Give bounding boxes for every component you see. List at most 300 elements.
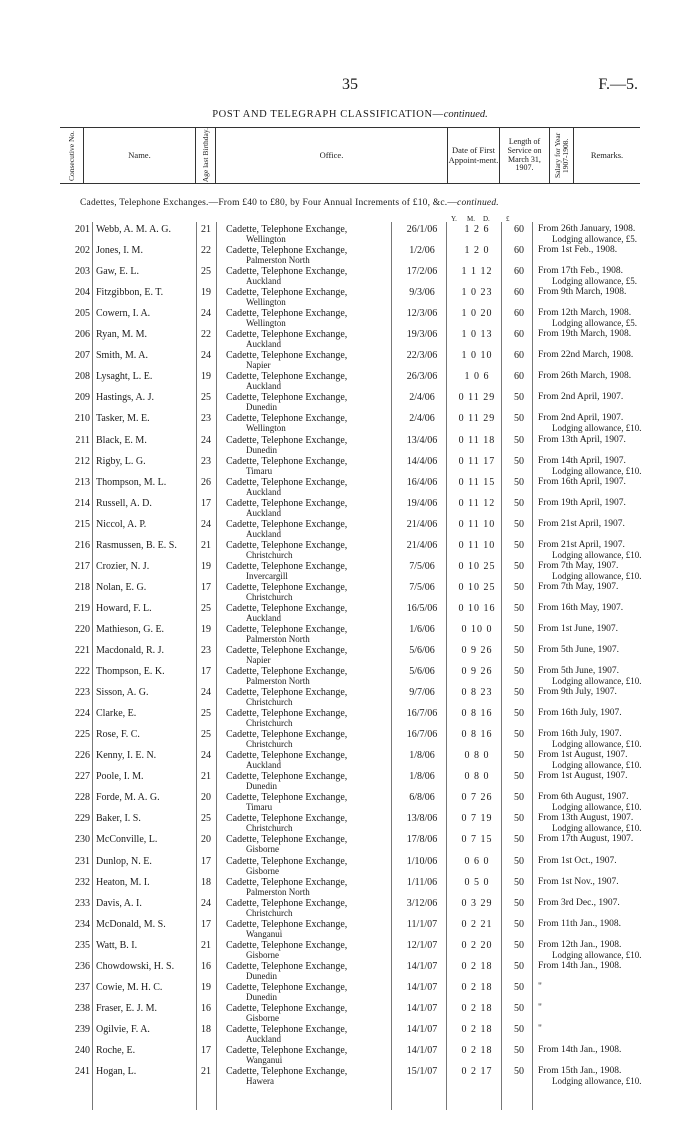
cell-sal: 50 [514,687,524,699]
cell-rem: From 1st Feb., 1908. [538,245,618,256]
cell-date: 9/3/06 [409,287,435,299]
cell-date: 1/10/06 [406,855,438,867]
cell-loc: Palmerston North [246,255,310,266]
table-row [60,517,660,538]
cell-sal: 50 [514,413,524,425]
table-row [60,643,660,664]
table-row [60,454,660,475]
cell-age: 17 [201,918,211,930]
cell-name: Poole, I. M. [96,771,144,783]
cell-office: Cadette, Telephone Exchange, [226,771,348,783]
cell-loc: Wellington [246,234,286,244]
cell-len: 0 11 29 [458,413,496,425]
cell-no: 209 [75,392,90,404]
cell-name: Nolan, E. G. [96,581,147,593]
cell-date: 5/6/06 [409,645,435,656]
cell-len: 0 8 16 [461,708,493,720]
cell-age: 16 [201,1002,211,1014]
cell-sal: 50 [514,623,524,635]
cell-age: 24 [201,308,211,320]
cell-sal: 60 [514,350,524,362]
continued-word: continued. [443,109,488,120]
cell-date: 14/1/07 [406,1002,438,1014]
cell-no: 223 [75,687,90,699]
cell-age: 25 [201,266,211,278]
cell-age: 26 [201,476,211,488]
cell-rem: From 7th May, 1907. [538,560,619,571]
cell-office: Cadette, Telephone Exchange, [226,960,348,972]
cell-office: Cadette, Telephone Exchange, [226,981,348,993]
cell-age: 24 [201,687,211,699]
cell-no: 221 [75,645,90,656]
cell-len: 0 3 29 [461,897,493,909]
table-row [60,496,660,517]
cell-office: Cadette, Telephone Exchange, [226,834,348,846]
table-row [60,959,660,980]
cell-loc: Invercargill [246,570,288,581]
cell-no: 202 [75,245,90,257]
cell-sal: 50 [514,1023,524,1035]
cell-loc: Dunedin [246,444,277,455]
table-row [60,348,660,369]
cell-sal: 50 [514,518,524,530]
cell-no: 237 [75,981,90,993]
cell-sal: 50 [514,750,524,762]
cell-loc: Napier [246,655,271,665]
cell-sal: 50 [514,392,524,404]
cell-name: Russell, A. D. [96,497,152,509]
cell-office: Cadette, Telephone Exchange, [226,371,348,383]
cell-office: Cadette, Telephone Exchange, [226,518,348,530]
cell-rem: From 1st August, 1907. [538,750,628,761]
cell-date: 3/12/06 [406,897,438,909]
cell-len: 0 5 0 [464,876,490,888]
continued-title-text: POST AND TELEGRAPH CLASSIFICATION— [212,109,444,120]
table-row [60,411,660,432]
cell-office: Cadette, Telephone Exchange, [226,581,348,593]
continued-title [0,109,700,120]
cell-rem: " [538,1023,542,1034]
header-name: Name. [84,128,196,183]
cell-date: 14/1/07 [406,960,438,972]
table-row [60,369,660,390]
cell-len: 0 8 16 [461,729,493,741]
cell-date: 19/3/06 [406,329,438,341]
cell-name: Smith, M. A. [96,350,148,362]
cell-sal: 50 [514,1002,524,1014]
cell-age: 17 [201,855,211,867]
table-row [60,811,660,832]
cell-name: Rasmussen, B. E. S. [96,539,177,551]
cell-no: 214 [75,497,90,509]
cell-len: 0 11 29 [458,392,496,404]
cell-name: Rose, F. C. [96,729,140,741]
cell-date: 13/4/06 [406,434,438,446]
cell-rem: From 16th July, 1907. [538,708,622,719]
cell-date: 7/5/06 [409,581,435,593]
cell-name: Niccol, A. P. [96,518,147,530]
cell-office: Cadette, Telephone Exchange, [226,918,348,930]
cell-loc: Palmerston North [246,633,310,644]
cell-rem: From 1st June, 1907. [538,623,618,634]
cell-no: 217 [75,560,90,572]
table-row [60,769,660,790]
cell-len: 0 11 12 [458,497,496,509]
cell-loc: Christchurch [246,907,293,918]
cell-date: 12/1/07 [406,939,438,951]
cell-loc: Dunedin [246,970,277,981]
cell-office: Cadette, Telephone Exchange, [226,750,348,762]
cell-date: 16/7/06 [406,729,438,741]
header-office: Office. [216,128,448,183]
header-date: Date of First Appoint-ment. [448,128,500,183]
cell-no: 206 [75,329,90,341]
cell-rem: From 19th March, 1908. [538,329,632,340]
cell-len: 0 7 15 [461,834,493,846]
cell-date: 14/1/07 [406,1044,438,1056]
page-number: 35 [342,76,358,93]
cell-age: 25 [201,813,211,825]
cell-date: 1/8/06 [409,771,435,783]
cell-age: 25 [201,708,211,720]
cell-office: Cadette, Telephone Exchange, [226,392,348,404]
cell-age: 19 [201,287,211,299]
cell-sal: 50 [514,666,524,678]
cell-name: Davis, A. I. [96,897,142,909]
cell-no: 205 [75,308,90,320]
cell-loc: Auckland [246,339,281,350]
table-row [60,433,660,454]
cell-office: Cadette, Telephone Exchange, [226,1066,348,1077]
cell-len: 1 2 6 [464,224,490,235]
cell-rem: From 16th April, 1907. [538,476,626,487]
cell-rem2: Lodging allowance, £10. [552,760,642,771]
cell-rem2: Lodging allowance, £10. [552,549,642,560]
table-row [60,685,660,706]
table-row [60,875,660,896]
cell-sal: 50 [514,1066,524,1077]
cell-len: 0 10 25 [458,560,496,572]
cell-sal: 50 [514,855,524,867]
section-title-text: Cadettes, Telephone Exchanges.—From £40 to £80, by Four Annual Increments of £10, &c.— [80,198,458,208]
cell-no: 201 [75,224,90,235]
table-row [60,854,660,875]
cell-no: 239 [75,1023,90,1035]
cell-sal: 50 [514,434,524,446]
table-row [60,748,660,769]
unit-days: D. [483,215,490,223]
cell-rem2: Lodging allowance, £5. [552,234,637,244]
cell-no: 233 [75,897,90,909]
cell-loc: Auckland [246,528,281,539]
cell-sal: 50 [514,897,524,909]
cell-name: Hogan, L. [96,1066,137,1077]
cell-loc: Auckland [246,276,281,287]
cell-name: Rigby, L. G. [96,455,146,467]
cell-date: 1/11/06 [406,876,438,888]
cell-age: 20 [201,792,211,804]
cell-office: Cadette, Telephone Exchange, [226,729,348,741]
unit-pound: £ [506,215,510,223]
cell-sal: 50 [514,771,524,783]
cell-sal: 50 [514,602,524,614]
table-row [60,896,660,917]
cell-no: 213 [75,476,90,488]
cell-sal: 60 [514,266,524,278]
cell-no: 225 [75,729,90,741]
cell-len: 0 8 0 [464,771,490,783]
cell-no: 226 [75,750,90,762]
cell-no: 219 [75,602,90,614]
cell-date: 13/8/06 [406,813,438,825]
cell-rem: From 21st April, 1907. [538,539,625,550]
cell-office: Cadette, Telephone Exchange, [226,876,348,888]
cell-rem: From 26th March, 1908. [538,371,632,382]
cell-name: Ryan, M. M. [96,329,147,341]
cell-date: 16/5/06 [406,602,438,614]
cell-no: 231 [75,855,90,867]
cell-date: 2/4/06 [409,413,435,425]
cell-name: Crozier, N. J. [96,560,150,572]
table-row [60,664,660,685]
cell-loc: Christchurch [246,549,293,560]
cell-age: 25 [201,729,211,741]
cell-office: Cadette, Telephone Exchange, [226,497,348,509]
cell-loc: Timaru [246,465,273,476]
cell-date: 7/5/06 [409,560,435,572]
table-row [60,1064,660,1085]
cell-rem: From 17th Feb., 1908. [538,266,623,277]
cell-len: 1 0 20 [461,308,493,320]
table-row [60,980,660,1001]
cell-date: 1/8/06 [409,750,435,762]
cell-date: 21/4/06 [406,539,438,551]
cell-no: 207 [75,350,90,362]
cell-office: Cadette, Telephone Exchange, [226,792,348,804]
cell-rem: From 6th August, 1907. [538,792,629,803]
table-row [60,222,660,243]
cell-age: 19 [201,371,211,383]
cell-len: 0 11 18 [458,434,496,446]
cell-no: 241 [75,1066,90,1077]
cell-date: 11/1/07 [406,918,438,930]
cell-office: Cadette, Telephone Exchange, [226,1044,348,1056]
cell-date: 15/1/07 [406,1066,438,1077]
cell-sal: 50 [514,476,524,488]
cell-sal: 50 [514,792,524,804]
cell-age: 19 [201,981,211,993]
cell-office: Cadette, Telephone Exchange, [226,623,348,635]
header-length: Length of Service on March 31, 1907. [500,128,550,183]
cell-office: Cadette, Telephone Exchange, [226,708,348,720]
cell-age: 16 [201,960,211,972]
header-salary: Salary for Year 1907-1908. [550,128,574,183]
cell-name: Hastings, A. J. [96,392,155,404]
cell-no: 234 [75,918,90,930]
cell-office: Cadette, Telephone Exchange, [226,287,348,299]
cell-date: 16/7/06 [406,708,438,720]
cell-rem2: Lodging allowance, £10. [552,423,642,434]
table-row [60,622,660,643]
table-row [60,538,660,559]
cell-sal: 50 [514,1044,524,1056]
cell-age: 24 [201,518,211,530]
cell-len: 0 2 18 [461,1023,493,1035]
cell-loc: Auckland [246,381,281,392]
cell-no: 212 [75,455,90,467]
cell-date: 14/1/07 [406,981,438,993]
cell-rem: From 12th Jan., 1908. [538,939,622,950]
cell-len: 0 6 0 [464,855,490,867]
cell-len: 0 7 26 [461,792,493,804]
cell-name: Roche, E. [96,1044,136,1056]
cell-name: Mathieson, G. E. [96,623,165,635]
cell-rem2: Lodging allowance, £10. [552,739,642,750]
cell-len: 0 2 20 [461,939,493,951]
cell-age: 19 [201,623,211,635]
cell-age: 21 [201,939,211,951]
cell-date: 6/8/06 [409,792,435,804]
cell-office: Cadette, Telephone Exchange, [226,476,348,488]
cell-len: 0 2 21 [461,918,493,930]
cell-age: 17 [201,1044,211,1056]
cell-name: Dunlop, N. E. [96,855,152,867]
cell-loc: Christchurch [246,718,293,729]
cell-rem: From 2nd April, 1907. [538,392,624,403]
cell-date: 21/4/06 [406,518,438,530]
cell-no: 235 [75,939,90,951]
cell-len: 0 9 26 [461,666,493,678]
cell-age: 21 [201,224,211,235]
cell-no: 228 [75,792,90,804]
cell-office: Cadette, Telephone Exchange, [226,329,348,341]
cell-len: 1 2 0 [464,245,490,257]
cell-sal: 50 [514,708,524,720]
cell-name: Kenny, I. E. N. [96,750,157,762]
cell-rem: From 9th March, 1908. [538,287,627,298]
cell-no: 210 [75,413,90,425]
cell-no: 224 [75,708,90,720]
header-age: Age last Birthday. [196,128,216,183]
cell-name: Ogilvie, F. A. [96,1023,150,1035]
cell-age: 25 [201,392,211,404]
cell-age: 23 [201,455,211,467]
cell-no: 222 [75,666,90,678]
cell-name: Jones, I. M. [96,245,143,257]
cell-office: Cadette, Telephone Exchange, [226,666,348,678]
table-row [60,1001,660,1022]
cell-rem2: Lodging allowance, £10. [552,823,642,834]
cell-rem: From 1st Nov., 1907. [538,876,619,887]
cell-office: Cadette, Telephone Exchange, [226,813,348,825]
cell-name: Forde, M. A. G. [96,792,160,804]
cell-name: Lysaght, L. E. [96,371,153,383]
cell-loc: Timaru [246,802,273,813]
cell-name: Fraser, E. J. M. [96,1002,157,1014]
cell-len: 0 9 26 [461,645,493,656]
cell-name: Black, E. M. [96,434,147,446]
cell-office: Cadette, Telephone Exchange, [226,539,348,551]
cell-sal: 60 [514,329,524,341]
cell-date: 17/2/06 [406,266,438,278]
cell-rem: From 19th April, 1907. [538,497,626,508]
cell-sal: 50 [514,981,524,993]
cell-loc: Napier [246,360,271,371]
cell-age: 21 [201,1066,211,1077]
cell-loc: Palmerston North [246,676,310,687]
cell-sal: 50 [514,834,524,846]
cell-no: 208 [75,371,90,383]
cell-loc: Christchurch [246,591,293,602]
cell-rem: From 26th January, 1908. [538,224,636,234]
cell-age: 21 [201,771,211,783]
cell-office: Cadette, Telephone Exchange, [226,455,348,467]
header-consecutive-no: Consecutive No. [60,128,84,183]
cell-rem2: Lodging allowance, £5. [552,318,637,329]
cell-no: 203 [75,266,90,278]
cell-rem: From 15th Jan., 1908. [538,1066,622,1076]
cell-len: 0 11 15 [458,476,496,488]
cell-name: Baker, I. S. [96,813,141,825]
unit-years: Y. [451,215,457,223]
cell-date: 5/6/06 [409,666,435,678]
cell-office: Cadette, Telephone Exchange, [226,308,348,320]
table-row [60,938,660,959]
cell-sal: 50 [514,581,524,593]
cell-age: 25 [201,602,211,614]
cell-rem2: Lodging allowance, £10. [552,676,642,687]
cell-sal: 50 [514,497,524,509]
table-row [60,580,660,601]
cell-age: 17 [201,581,211,593]
cell-rem: From 17th August, 1907. [538,834,634,845]
cell-len: 0 10 25 [458,581,496,593]
cell-no: 229 [75,813,90,825]
cell-rem: " [538,981,542,992]
cell-loc: Dunedin [246,781,277,792]
table-row [60,601,660,622]
cell-no: 211 [75,434,90,446]
table-row [60,832,660,853]
cell-age: 22 [201,329,211,341]
cell-age: 17 [201,497,211,509]
cell-loc: Gisborne [246,844,279,855]
cell-loc: Auckland [246,507,281,518]
cell-rem: From 5th June, 1907. [538,645,620,655]
cell-name: McDonald, M. S. [96,918,166,930]
cell-sal: 50 [514,645,524,656]
cell-age: 24 [201,350,211,362]
cell-loc: Gisborne [246,1012,279,1023]
cell-loc: Gisborne [246,949,279,960]
page-reference: F.—5. [598,76,638,93]
cell-name: Tasker, M. E. [96,413,150,425]
cell-sal: 50 [514,939,524,951]
table-row [60,559,660,580]
cell-no: 218 [75,581,90,593]
cell-len: 1 0 23 [461,287,493,299]
unit-months: M. [467,215,475,223]
cell-loc: Christchurch [246,697,293,708]
cell-rem2: Lodging allowance, £10. [552,465,642,476]
cell-len: 0 10 0 [461,623,493,635]
cell-office: Cadette, Telephone Exchange, [226,434,348,446]
cell-loc: Hawera [246,1076,274,1086]
cell-age: 20 [201,834,211,846]
header-remarks: Remarks. [590,149,624,160]
cell-date: 16/4/06 [406,476,438,488]
cell-len: 0 2 18 [461,1044,493,1056]
